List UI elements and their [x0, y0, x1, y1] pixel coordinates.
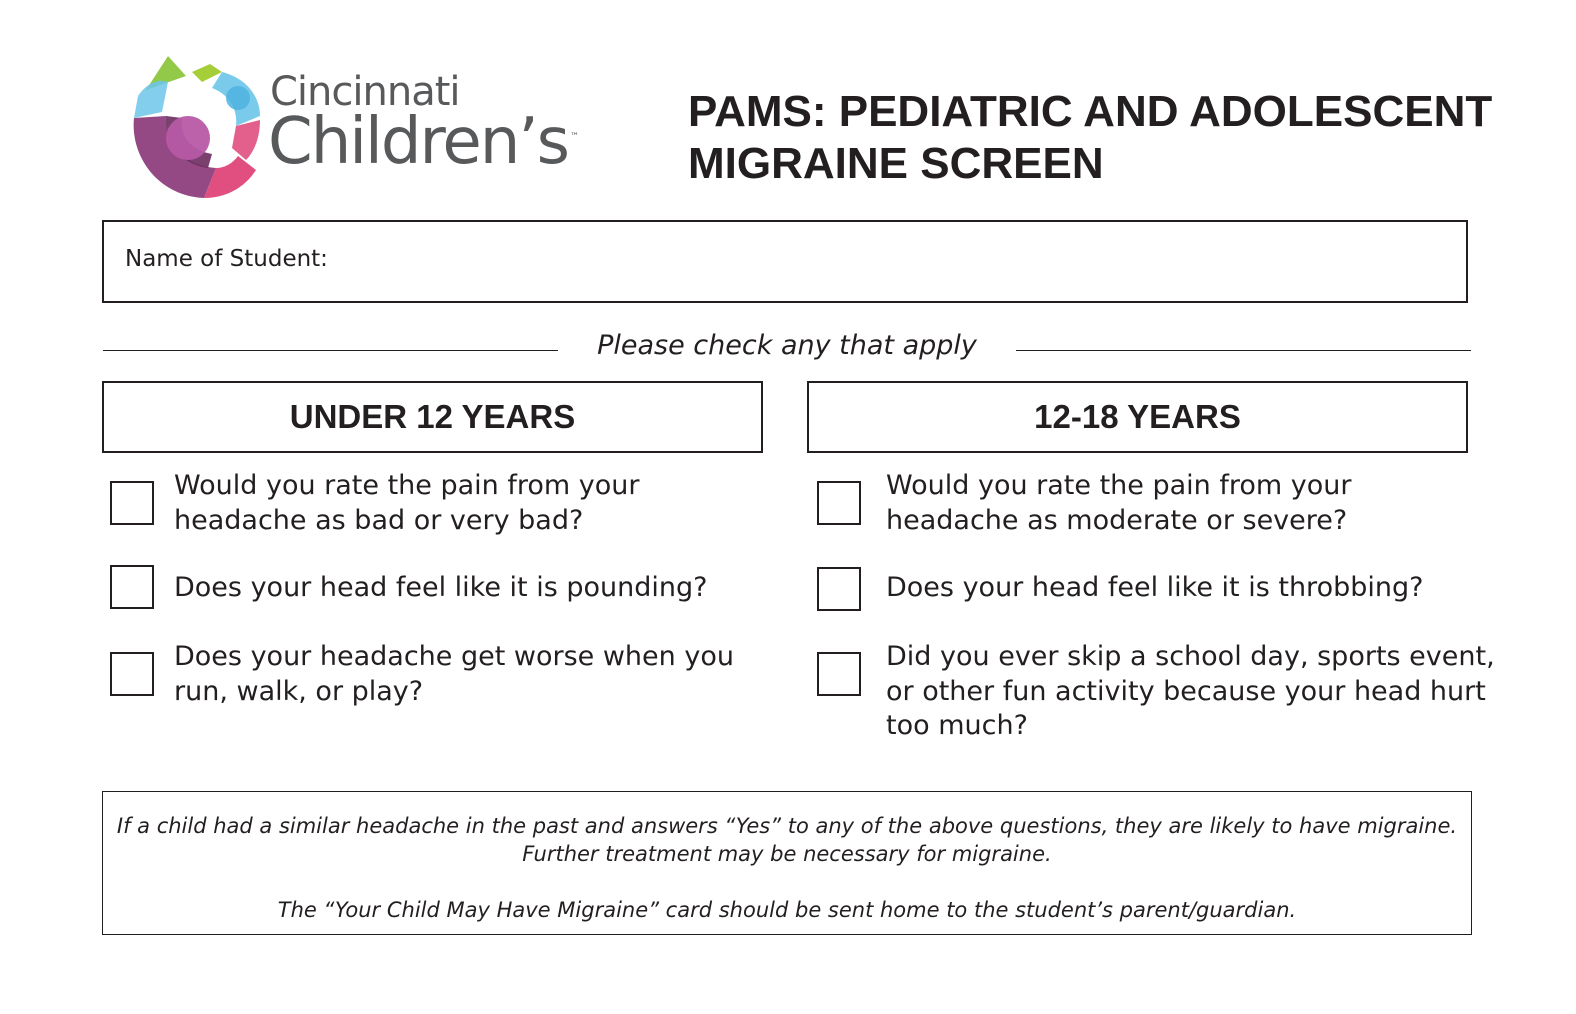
question-line: headache as moderate or severe?: [886, 504, 1348, 536]
note-line: The “Your Child May Have Migraine” card should be sent home to the student’s parent/guardian.: [277, 898, 1297, 922]
note-line: Further treatment may be necessary for migraine.: [522, 842, 1052, 866]
question-line: Did you ever skip a school day, sports event,: [886, 641, 1495, 672]
question-12to18-q1: [886, 469, 1352, 538]
question-under12-q3: [174, 640, 734, 709]
question-line: or other fun activity because your head hurt: [886, 675, 1486, 707]
instruction-text: Please check any that apply: [597, 330, 977, 361]
question-12to18-q2: [886, 571, 1423, 606]
divider-right: [1016, 350, 1471, 351]
divider-left: [103, 350, 558, 351]
question-line: headache as bad or very bad?: [174, 504, 584, 536]
question-under12-q2: [174, 571, 707, 606]
column-header-under-12: UNDER 12 YEARS: [102, 381, 763, 453]
question-line: Does your head feel like it is pounding?: [174, 572, 708, 603]
question-12to18-q3: [886, 640, 1495, 744]
guidance-note-paragraph-1: [103, 812, 1471, 868]
title-line-1: PAMS: PEDIATRIC AND ADOLESCENT: [688, 87, 1493, 136]
logo-text-cincinnati: Cincinnati: [270, 69, 460, 115]
checkbox-12to18-q2[interactable]: [817, 567, 861, 611]
checkbox-under12-q1[interactable]: [110, 481, 154, 525]
logo-trademark: ™: [570, 132, 579, 142]
student-name-label: Name of Student:: [125, 246, 328, 272]
cincinnati-childrens-logo: [128, 46, 598, 202]
checkbox-12to18-q3[interactable]: [817, 652, 861, 696]
question-line: Does your head feel like it is throbbing?: [886, 572, 1424, 603]
question-under12-q1: [174, 469, 640, 538]
question-line: run, walk, or play?: [174, 675, 424, 707]
checkbox-under12-q3[interactable]: [110, 652, 154, 696]
page-title: [688, 86, 1508, 190]
question-line: Does your headache get worse when you: [174, 641, 734, 672]
guidance-note-paragraph-2: [103, 896, 1471, 924]
checkbox-under12-q2[interactable]: [110, 565, 154, 609]
student-name-field[interactable]: [102, 220, 1468, 303]
title-line-2: MIGRAINE SCREEN: [688, 139, 1104, 188]
question-line: Would you rate the pain from your: [886, 470, 1352, 501]
question-line: Would you rate the pain from your: [174, 470, 640, 501]
logo-mark-icon: [128, 46, 268, 202]
note-line: If a child had a similar headache in the past and answers “Yes” to any of the above questions, they are likely to have migraine.: [116, 814, 1458, 838]
guidance-note-box: [102, 791, 1472, 935]
question-line: too much?: [886, 710, 1028, 741]
checkbox-12to18-q1[interactable]: [817, 481, 861, 525]
logo-text-childrens: Children’s: [268, 105, 568, 179]
column-header-12-18: 12-18 YEARS: [807, 381, 1468, 453]
